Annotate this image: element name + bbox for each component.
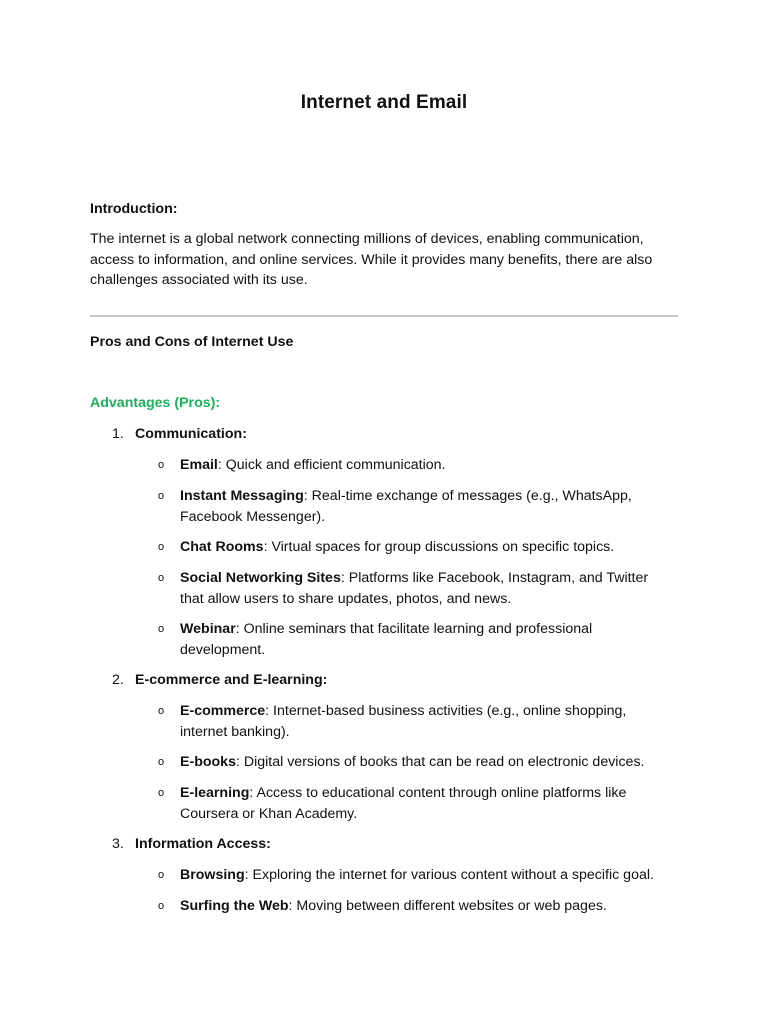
list-item-label: Communication: (135, 426, 247, 442)
term: Instant Messaging (180, 488, 304, 504)
list-item-label: E-commerce and E-learning: (135, 672, 328, 688)
term: E-commerce (180, 703, 266, 719)
sub-list-item (158, 752, 658, 773)
term-description: : Quick and efficient communication. (217, 457, 446, 473)
circle-bullet-icon: o (158, 541, 165, 553)
term: Browsing (180, 867, 245, 883)
list-number: 1. (112, 426, 124, 442)
sub-list-item (158, 537, 658, 558)
circle-bullet-icon: o (158, 623, 165, 635)
sub-list-item (158, 701, 658, 742)
term: Webinar (180, 621, 236, 637)
term-description: : Internet-based business activities (e.g., online shopping, internet banking). (180, 703, 627, 740)
circle-bullet-icon: o (158, 756, 165, 768)
circle-bullet-icon: o (158, 787, 165, 799)
term-description: : Moving between different websites or web pages. (288, 898, 607, 914)
sub-list-item (158, 568, 658, 609)
sub-list-item (158, 783, 658, 824)
term-description: : Digital versions of books that can be read on electronic devices. (235, 754, 645, 770)
sub-list-item (158, 486, 658, 527)
term-description: : Platforms like Facebook, Instagram, and Twitter that allow users to share updates, photos, and news. (180, 570, 649, 607)
term: Chat Rooms (180, 539, 264, 555)
term: Email (180, 457, 218, 473)
term-description: : Real-time exchange of messages (e.g., WhatsApp, Facebook Messenger). (180, 488, 632, 525)
term: Surfing the Web (180, 898, 289, 914)
term-description: : Virtual spaces for group discussions on specific topics. (263, 539, 615, 555)
pros-heading: Advantages (Pros): (90, 395, 221, 411)
circle-bullet-icon: o (158, 490, 165, 502)
section-heading: Pros and Cons of Internet Use (90, 334, 294, 350)
introduction-heading: Introduction: (90, 201, 178, 217)
section-divider (90, 315, 678, 317)
sub-list-item (158, 455, 658, 476)
term: E-books (180, 754, 236, 770)
sub-list-item (158, 865, 658, 886)
term: E-learning (180, 785, 250, 801)
sub-list-item (158, 619, 658, 660)
list-number: 3. (112, 836, 124, 852)
term-description: : Online seminars that facilitate learning and professional development. (180, 621, 593, 658)
circle-bullet-icon: o (158, 459, 165, 471)
circle-bullet-icon: o (158, 900, 165, 912)
term-description: : Access to educational content through online platforms like Coursera or Khan Academy. (180, 785, 627, 822)
circle-bullet-icon: o (158, 705, 165, 717)
circle-bullet-icon: o (158, 572, 165, 584)
term: Social Networking Sites (180, 570, 341, 586)
list-number: 2. (112, 672, 124, 688)
sub-list-item (158, 896, 658, 917)
circle-bullet-icon: o (158, 869, 165, 881)
list-item-label: Information Access: (135, 836, 271, 852)
term-description: : Exploring the internet for various content without a specific goal. (244, 867, 654, 883)
page-title: Internet and Email (300, 92, 468, 113)
introduction-paragraph: The internet is a global network connecting millions of devices, enabling communication, access to information, and online services. While it provides many benefits, there are also challenges associated with its use. (90, 231, 653, 288)
